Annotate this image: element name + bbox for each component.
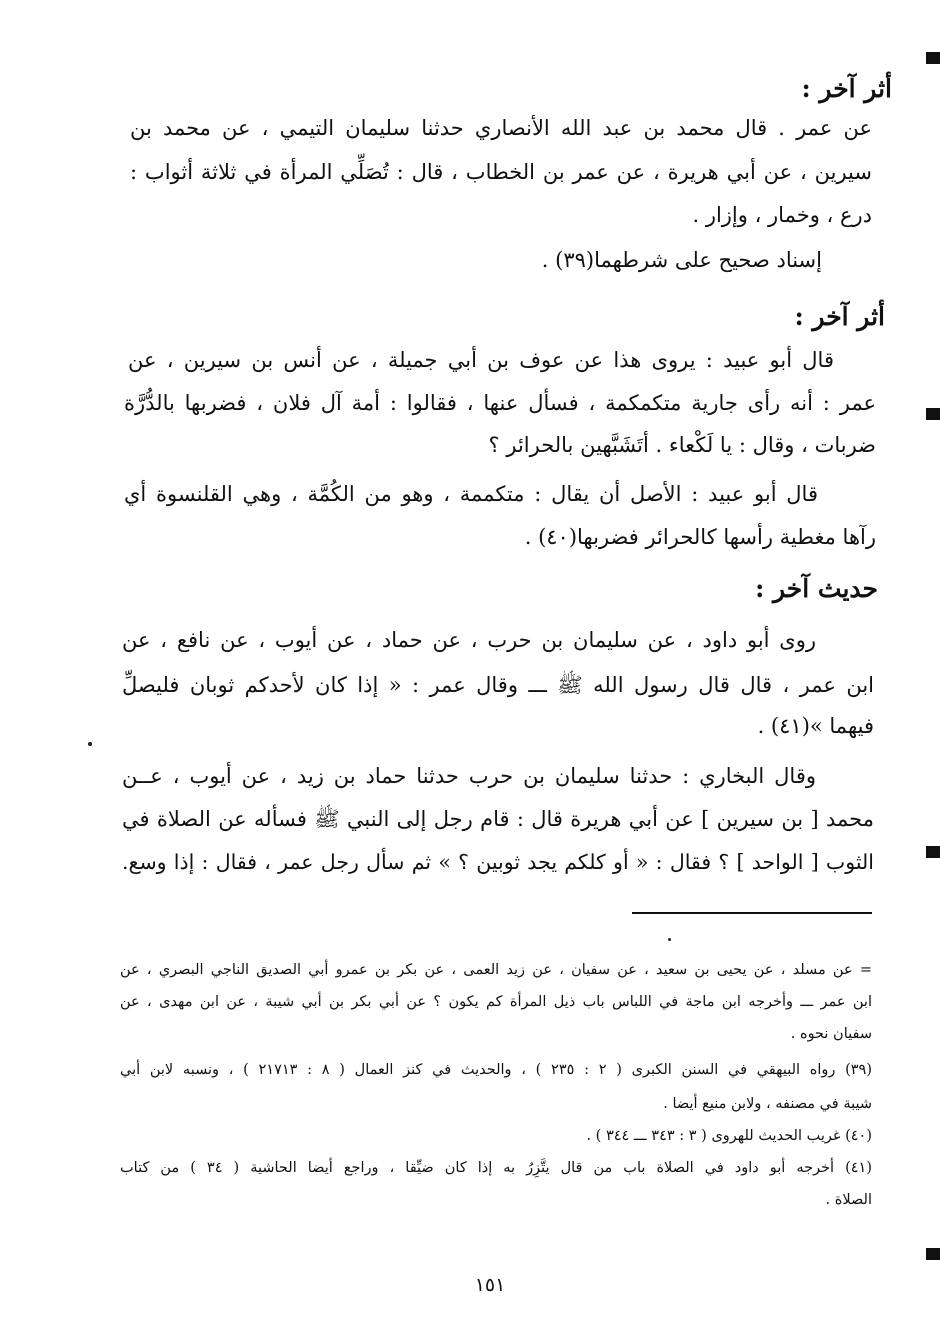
section-heading-1: أثر آخر : [801,74,892,103]
text-line: روى أبو داود ، عن سليمان بن حرب ، عن حماد ، عن أيوب ، عن نافع ، عن [122,628,816,652]
footnote-line: سفيان نحوه . [790,1026,872,1042]
page-number: ١٥١ [474,1274,506,1296]
text-line: درع ، وخمار ، وإزار . [692,203,872,227]
footnote-line: = عن مسلد ، عن يحيى بن سعيد ، عن سفيان ، عن زيد العمى ، عن بكر بن عمرو أبي الصديق الناجي البصري ، عن [120,962,872,978]
section-heading-3: حديث آخر : [755,574,878,603]
margin-mark [926,408,940,420]
footnote-line: (٣٩) رواه البيهقي في السنن الكبرى ( ٢ : ٢٣٥ ) ، والحديث في كنز العمال ( ٨ : ٢١٧١٣ ) ، ونسبه لابن أبي [120,1062,872,1078]
text-line: عمر : أنه رأى جارية متكمكمة ، فسأل عنها ، فقالوا : أمة آل فلان ، فضربها بالدُّرَّة [124,391,876,415]
margin-mark [926,846,940,858]
text-line: رآها مغطية رأسها كالحرائر فضربها(٤٠) . [524,525,876,549]
text-line: ضربات ، وقال : يا لَكْعاء . أتَشَبَّهين بالحرائر ؟ [488,433,876,457]
footnote-line: شيبة في مصنفه ، ولابن منيع أيضا . [663,1096,872,1112]
text-line: قال أبو عبيد : يروى هذا عن عوف بن أبي جميلة ، عن أنس بن سيرين ، عن [128,348,834,372]
section-heading-2: أثر آخر : [794,302,885,331]
text-line: الثوب [ الواحد ] ؟ فقال : « أو كلكم يجد ثوبين ؟ » ثم سأل رجل عمر ، فقال : إذا وسع. [122,850,874,874]
scan-speck [668,938,671,941]
text-line: عن عمر . قال محمد بن عبد الله الأنصاري حدثنا سليمان التيمي ، عن محمد بن [130,116,872,140]
margin-mark [926,1248,940,1260]
footnote-line: الصلاة . [825,1192,872,1208]
text-line: فيهما »(٤١) . [757,714,874,738]
text-line: ابن عمر ، قال قال رسول الله ﷺ ـــ وقال عمر : « إذا كان لأحدكم ثوبان فليصلِّ [122,673,874,697]
footnote-line: (٤٠) غريب الحديث للهروى ( ٣ : ٣٤٣ ـــ ٣٤٤ ) . [586,1128,872,1144]
text-line: وقال البخاري : حدثنا سليمان بن حرب حدثنا حماد بن زيد ، عن أيوب ، عــن [122,764,816,788]
margin-mark [926,52,940,64]
footnote-line: (٤١) أخرجه أبو داود في الصلاة باب من قال يتَّزِرُ به إذا كان ضيِّقا ، وراجع أيضا الحاشية ( ٣٤ ) من كتاب [120,1160,873,1176]
text-line: محمد [ بن سيرين ] عن أبي هريرة قال : قام رجل إلى النبي ﷺ فسأله عن الصلاة في [122,807,874,831]
text-line: قال أبو عبيد : الأصل أن يقال : متكممة ، وهو من الكُمَّة ، وهي القلنسوة أي [124,482,818,506]
footnote-line: ابن عمر ـــ وأخرجه ابن ماجة في اللباس باب ذيل المرأة كم يكون ؟ عن أبي بكر بن أبي شيبة ، عن ابن مهدى ، عن [120,994,872,1010]
footnote-separator [632,912,872,914]
isnad-note: إسناد صحيح على شرطهما(٣٩) . [541,248,822,272]
text-line: سيرين ، عن أبي هريرة ، عن عمر بن الخطاب ، قال : تُصَلِّي المرأة في ثلاثة أثواب : [130,160,872,184]
scan-speck [88,742,92,746]
